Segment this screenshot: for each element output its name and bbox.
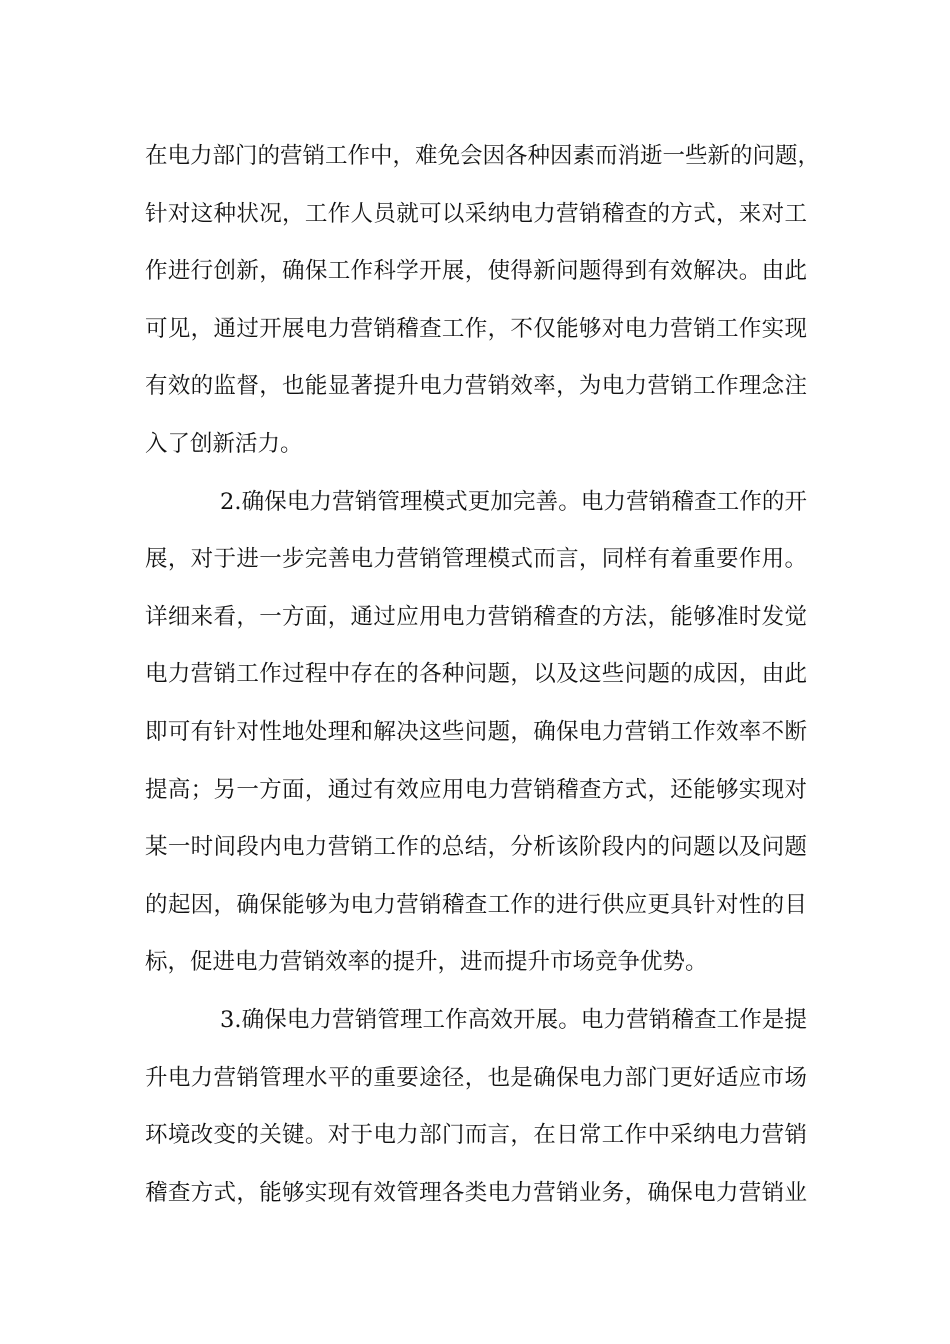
text-line: 环境改变的关键。对于电力部门而言，在日常工作中采纳电力营销	[145, 1122, 807, 1149]
paragraph-heading-line: 3.确保电力营销管理工作高效开展。电力营销稽查工作是提	[220, 1006, 807, 1033]
document-body	[145, 128, 821, 1222]
text-line: 电力营销工作过程中存在的各种问题，以及这些问题的成因，由此	[145, 661, 807, 688]
text-line: 在电力部门的营销工作中，难免会因各种因素而消逝一些新的问题，	[145, 143, 821, 169]
text-line: 的起因，确保能够为电力营销稽查工作的进行供应更具针对性的目	[145, 891, 807, 918]
text-line: 展，对于进一步完善电力营销管理模式而言，同样有着重要作用。	[145, 546, 807, 573]
text-line: 稽查方式，能够实现有效管理各类电力营销业务，确保电力营销业	[145, 1179, 807, 1206]
text-line: 针对这种状况，工作人员就可以采纳电力营销稽查的方式，来对工	[145, 200, 807, 227]
text-line: 详细来看，一方面，通过应用电力营销稽查的方法，能够准时发觉	[145, 603, 807, 630]
text-line: 即可有针对性地处理和解决这些问题，确保电力营销工作效率不断	[145, 718, 807, 745]
text-line: 某一时间段内电力营销工作的总结，分析该阶段内的问题以及问题	[145, 834, 807, 861]
text-line: 标，促进电力营销效率的提升，进而提升市场竞争优势。	[145, 949, 708, 976]
text-line: 升电力营销管理水平的重要途径，也是确保电力部门更好适应市场	[145, 1064, 807, 1091]
text-line: 提高；另一方面，通过有效应用电力营销稽查方式，还能够实现对	[145, 776, 807, 803]
text-line: 可见，通过开展电力营销稽查工作，不仅能够对电力营销工作实现	[145, 315, 807, 342]
paragraph-heading-line: 2.确保电力营销管理模式更加完善。电力营销稽查工作的开	[220, 488, 807, 515]
text-line: 作进行创新，确保工作科学开展，使得新问题得到有效解决。由此	[145, 258, 807, 285]
text-line: 有效的监督，也能显著提升电力营销效率，为电力营销工作理念注	[145, 373, 807, 400]
text-line: 入了创新活力。	[145, 430, 303, 457]
